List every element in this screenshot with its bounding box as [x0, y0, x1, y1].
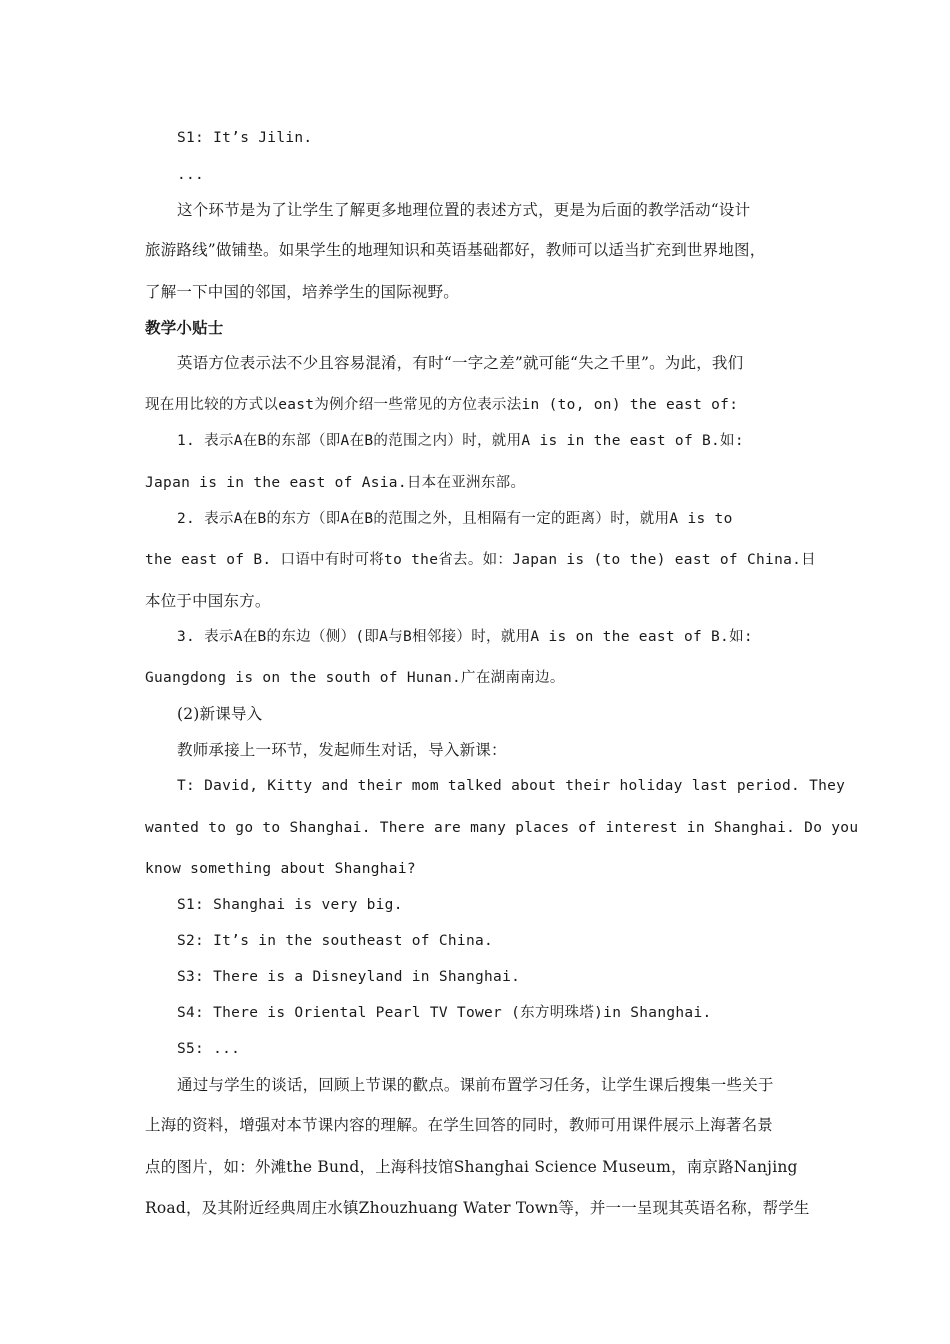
dialogue-line: S1: It’s Jilin. — [177, 130, 313, 146]
paragraph-line: 教师承接上一环节，发起师生对话，导入新课： — [177, 741, 507, 759]
list-item: 2. 表示A在B的东方（即A在B的范围之外，且相隔有一定的距离）时，就用A is to — [177, 511, 733, 527]
section-heading: 教学小贴士 — [145, 318, 224, 337]
paragraph-line: 通过与学生的谈话，回顾上节课的歡点。课前布置学习任务，让学生课后搜集一些关于 — [177, 1076, 774, 1094]
list-item-continued: the east of B. 口语中有时可将to the省去。如：Japan is (to the) east of China.日 — [145, 552, 816, 568]
dialogue-line: S5: ... — [177, 1041, 241, 1057]
paragraph-line: 英语方位表示法不少且容易混淆，有时“一字之差”就可能“失之千里”。为此，我们 — [177, 354, 744, 372]
subsection-heading: (2)新课导入 — [177, 705, 263, 723]
list-item-continued: 本位于中国东方。 — [145, 592, 271, 610]
paragraph-line: 旅游路线”做铺垫。如果学生的地理知识和英语基础都好，教师可以适当扩充到世界地图， — [145, 241, 766, 259]
paragraph-line: 点的图片，如：外滩the Bund，上海科技馆Shanghai Science Museum，南京路Nanjing — [145, 1158, 798, 1176]
paragraph-line: 现在用比较的方式以east为例介绍一些常见的方位表示法in (to, on) the east of: — [145, 397, 739, 413]
list-item: 1. 表示A在B的东部（即A在B的范围之内）时，就用A is in the east of B.如: — [177, 433, 744, 449]
paragraph-line: Road，及其附近经典周庄水镇Zhouzhuang Water Town等，并一一呈现其英语名称，帮学生 — [145, 1199, 810, 1217]
list-item-continued: Japan is in the east of Asia.日本在亚洲东部。 — [145, 475, 526, 491]
dialogue-line: S2: It’s in the southeast of China. — [177, 933, 494, 949]
ellipsis-line: ... — [177, 167, 205, 183]
list-item: 3. 表示A在B的东边（侧）(即A与B相邻接）时，就用A is on the east of B.如: — [177, 629, 753, 645]
paragraph-line: 了解一下中国的邻国，培养学生的国际视野。 — [145, 283, 460, 301]
dialogue-line: S1: Shanghai is very big. — [177, 897, 403, 913]
dialogue-line: wanted to go to Shanghai. There are many places of interest in Shanghai. Do you — [145, 820, 859, 836]
dialogue-line: know something about Shanghai? — [145, 861, 416, 877]
dialogue-line: S4: There is Oriental Pearl TV Tower (东方明珠塔)in Shanghai. — [177, 1005, 712, 1021]
dialogue-line: T: David, Kitty and their mom talked about their holiday last period. They — [177, 778, 846, 794]
paragraph-line: 上海的资料，增强对本节课内容的理解。在学生回答的同时，教师可用课件展示上海著名景 — [145, 1116, 774, 1134]
list-item-continued: Guangdong is on the south of Hunan.广在湖南南边。 — [145, 670, 565, 686]
dialogue-line: S3: There is a Disneyland in Shanghai. — [177, 969, 521, 985]
paragraph-line: 这个环节是为了让学生了解更多地理位置的表述方式，更是为后面的教学活动“设计 — [177, 201, 751, 219]
